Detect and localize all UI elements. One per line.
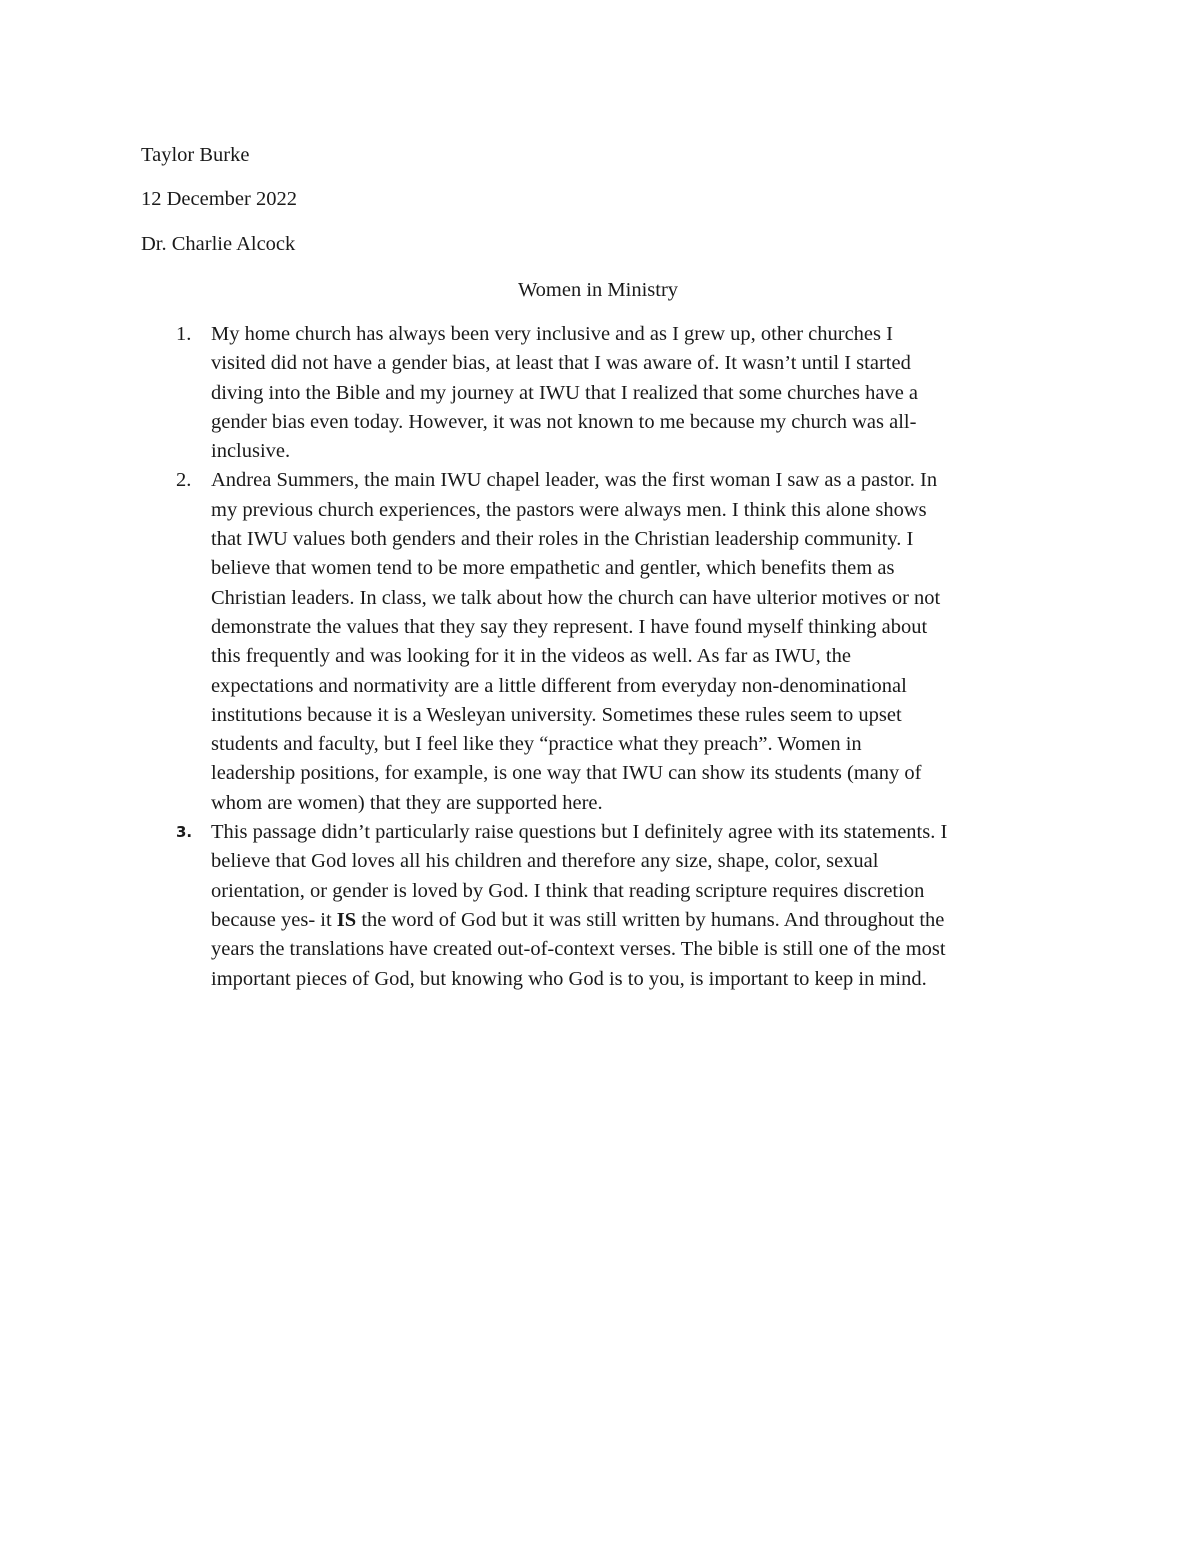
answer-line: My home church has always been very inclusive and as I grew up, other churches I	[211, 323, 893, 345]
answer-line: demonstrate the values that they say they represent. I have found myself thinking about	[211, 615, 928, 638]
emphasized-word: IS	[336, 908, 357, 931]
answer-number: 3.	[176, 823, 193, 842]
answer-text	[211, 466, 1069, 818]
answer-line: expectations and normativity are a little different from everyday non-denominational	[211, 674, 907, 697]
answer-line: orientation, or gender is loved by God. I think that reading scripture requires discretion	[211, 879, 925, 902]
answer-line: diving into the Bible and my journey at IWU that I realized that some churches have a	[211, 381, 919, 404]
answer-line: gender bias even today. However, it was not known to me because my church was all-	[211, 410, 917, 433]
answer-line: years the translations have created out-of-context verses. The bible is still one of the most	[211, 938, 946, 961]
answer-line: whom are women) that they are supported here.	[211, 791, 603, 814]
document-title: Women in Ministry	[517, 279, 679, 301]
answer-line: Christian leaders. In class, we talk about how the church can have ulterior motives or not	[211, 586, 941, 609]
answer-line: important pieces of God, but knowing who God is to you, is important to keep in mind.	[211, 967, 927, 990]
answer-text	[211, 320, 1069, 466]
answer-line: believe that women tend to be more empathetic and gentler, which benefits them as	[211, 557, 895, 580]
line-text-after: the word of God but it was still written by humans. And throughout the	[356, 908, 945, 931]
answer-line-emphasis	[211, 906, 1069, 935]
answer-line: believe that God loves all his children and therefore any size, shape, color, sexual	[211, 850, 879, 873]
answer-line: this frequently and was looking for it in the videos as well. As far as IWU, the	[211, 645, 851, 668]
answer-line: Andrea Summers, the main IWU chapel leader, was the first woman I saw as a pastor. In	[211, 469, 938, 492]
answer-list	[0, 320, 1069, 994]
answer-line: inclusive.	[211, 440, 291, 463]
document-date: 12 December 2022	[141, 188, 297, 210]
author-name: Taylor Burke	[141, 144, 250, 166]
answer-line: students and faculty, but I feel like they “practice what they preach”. Women in	[211, 733, 862, 756]
answer-line: my previous church experiences, the pastors were always men. I think this alone shows	[211, 498, 927, 521]
answer-item-1	[176, 320, 1069, 466]
line-text-before: because yes- it	[211, 908, 337, 931]
answer-line: leadership positions, for example, is one way that IWU can show its students (many of	[211, 762, 922, 785]
answer-item-3	[176, 818, 1069, 994]
answer-line: that IWU values both genders and their roles in the Christian leadership community. I	[211, 528, 914, 551]
answer-line: This passage didn’t particularly raise questions but I definitely agree with its statements. I	[211, 821, 948, 844]
answer-line: institutions because it is a Wesleyan university. Sometimes these rules seem to upset	[211, 703, 902, 726]
answer-text	[211, 818, 1069, 994]
answer-item-2	[176, 466, 1069, 818]
answer-number: 1.	[176, 323, 192, 345]
answer-number: 2.	[176, 469, 192, 492]
answer-line: visited did not have a gender bias, at least that I was aware of. It wasn’t until I started	[211, 352, 911, 375]
instructor-name: Dr. Charlie Alcock	[141, 233, 296, 255]
